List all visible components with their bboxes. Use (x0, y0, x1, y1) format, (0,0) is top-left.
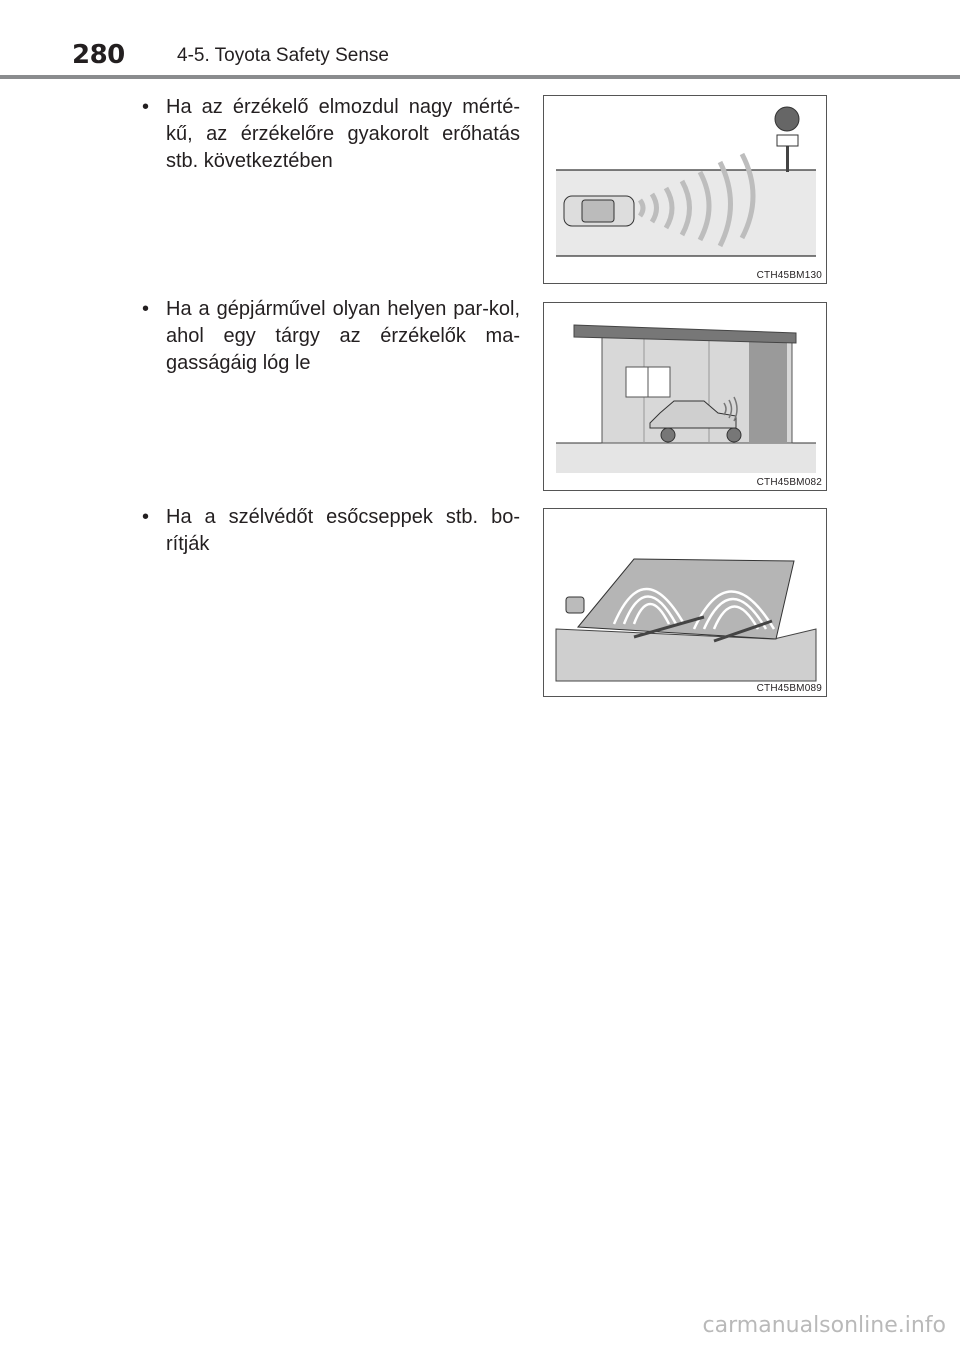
figure-sensor-displaced (543, 95, 827, 284)
page-header (0, 0, 960, 80)
bullet: • (142, 298, 150, 320)
figure-code: CTH45BM130 (756, 270, 822, 281)
list-item (142, 504, 520, 558)
item-text: Ha a gépjárművel olyan helyen par-kol, ahol egy tárgy az érzékelők ma-gasságáig lóg le (166, 298, 520, 374)
item-text: Ha a szélvédőt esőcseppek stb. bo-rítják (166, 506, 520, 555)
section-title: 4-5. Toyota Safety Sense (177, 45, 389, 66)
list-item (142, 296, 520, 377)
figure-overhang-parking (543, 302, 827, 491)
page-number: 280 (72, 40, 125, 70)
bullet: • (142, 96, 150, 118)
illustration-windshield (544, 509, 827, 697)
watermark: carmanualsonline.info (702, 1313, 946, 1338)
figure-code: CTH45BM089 (756, 683, 822, 694)
bullet: • (142, 506, 150, 528)
header-divider (0, 75, 960, 79)
illustration-building-overhang (544, 303, 827, 491)
figure-windshield-raindrops (543, 508, 827, 697)
figure-code: CTH45BM082 (756, 477, 822, 488)
illustration-road-sign (544, 96, 827, 284)
item-text: Ha az érzékelő elmozdul nagy mérté-kű, az érzékelőre gyakorolt erőhatás stb. következtében (166, 96, 520, 172)
list-item (142, 94, 520, 175)
